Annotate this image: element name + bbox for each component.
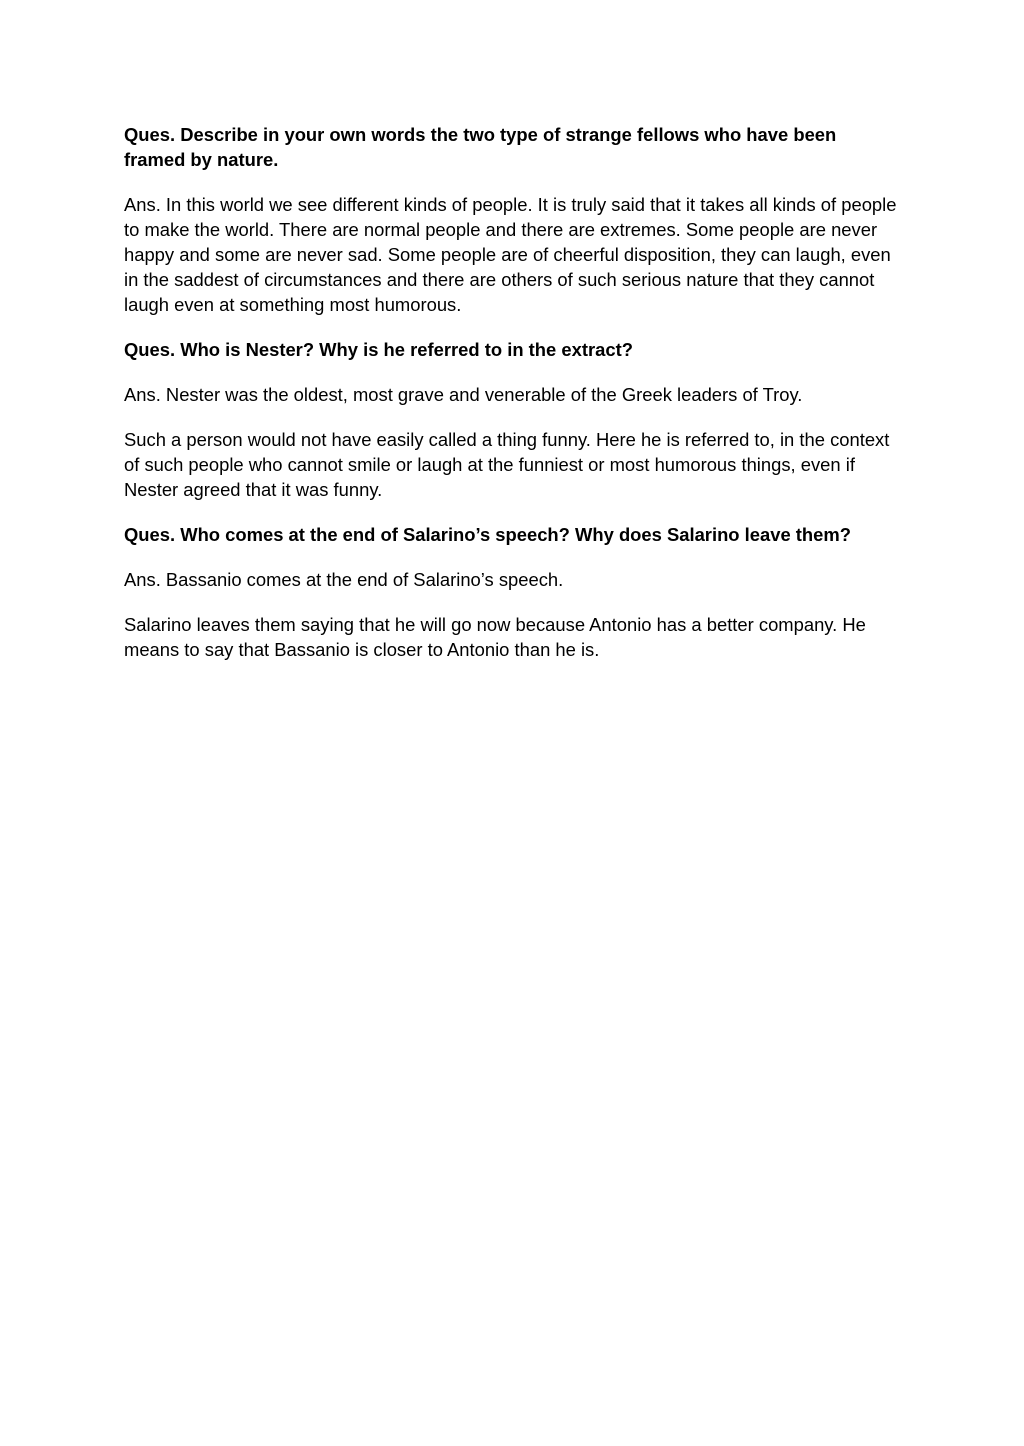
question-1: Ques. Describe in your own words the two type of strange fellows who have been framed by nature.	[124, 124, 837, 170]
answer-2a: Ans. Nester was the oldest, most grave and venerable of the Greek leaders of Troy.	[124, 384, 803, 405]
answer-2b: Such a person would not have easily called a thing funny. Here he is referred to, in the context of such people who cannot smile or laugh at the funniest or most humorous things, even if Nester agreed that it was funny.	[124, 429, 890, 500]
question-3: Ques. Who comes at the end of Salarino’s speech? Why does Salarino leave them?	[124, 524, 851, 545]
answer-1: Ans. In this world we see different kinds of people. It is truly said that it takes all kinds of people to make the world. There are normal people and there are extremes. Some people are never happy and some are never sad. Some people are of cheerful disposition, they can laugh, even in the saddest of circumstances and there are others of such serious nature that they cannot laugh even at something most humorous.	[124, 194, 897, 315]
answer-3b: Salarino leaves them saying that he will go now because Antonio has a better company. He means to say that Bassanio is closer to Antonio than he is.	[124, 614, 866, 660]
document-page	[124, 122, 900, 682]
answer-3a: Ans. Bassanio comes at the end of Salarino’s speech.	[124, 569, 564, 590]
question-2: Ques. Who is Nester? Why is he referred to in the extract?	[124, 339, 633, 360]
